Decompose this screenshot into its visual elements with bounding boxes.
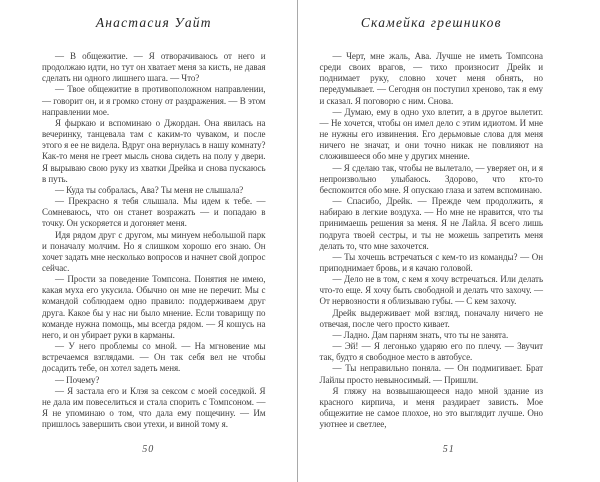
paragraph: — Ты неправильно поняла. — Он подмигивает. Брат Лайлы просто невыносимый. — Пришли. [319,363,543,385]
left-page-body-text [42,51,266,430]
paragraph: — Эй! — Я легонько ударяю его по плечу. — Звучит так, будто я свободное место в автобусе. [319,341,543,363]
paragraph: — Прекрасно я тебя слышала. Мы идем к тебе. — Сомневаюсь, что он станет возражать — и попадаю в точку. Он ускоряется и догоняет меня. [42,196,266,229]
paragraph: — Думаю, ему в одно ухо влетит, а в другое вылетит. — Не хочется, чтобы он имел дело с этим идиотом. И мне не нужны его извинения. Его дерьмовые слова для меня ничего не значат, и они точно никак не повлияют на сложившееся обо мне у других мнение. [319,106,543,162]
paragraph: — Черт, мне жаль, Ава. Лучше не иметь Томпсона среди своих врагов, — тихо произносит Дрейк и поднимает руку, словно хочет меня обнять, но передумывает. — Сегодня он поступил хреново, так я ему и сказал. Я поговорю с ним. Снова. [319,51,543,106]
running-header-author: Анастасия Уайт [95,15,212,30]
paragraph: Я гляжу на возвышающееся надо мной здание из красного кирпича, и меня раздирает зависть. Мое общежитие не самое плохое, но это выглядит лучше. Оно уютнее и светлее, [319,385,543,430]
running-header-title: Скамейка грешников [360,15,502,30]
right-page[interactable] [298,0,600,482]
left-page-number: 50 [142,444,155,455]
paragraph: — Твое общежитие в противоположном направлении, — говорит он, и я громко стону от раздражения. — В этом направлении мое. [42,84,266,117]
paragraph: — Я сделаю так, чтобы не вылетало, — уверяет он, и я непроизвольно улыбаюсь. Здорово, что кто-то беспокоится обо мне. Я опускаю глаза и затем вспоминаю. [319,162,543,195]
paragraph: — Почему? [55,374,100,385]
paragraph: — Ладно. Дам парням знать, что ты не занята. [332,329,509,340]
paragraph: — Ты хочешь встречаться с кем-то из команды? — Он приподнимает бровь, и я качаю головой. [319,251,543,273]
right-page-number: 51 [442,444,455,455]
right-page-body-text [320,51,544,430]
paragraph: — Спасибо, Дрейк. — Прежде чем продолжить, я набираю в легкие воздуха. — Но мне не нравится, что ты принимаешь решения за меня. Я не Лайла. Я всего лишь подруга твоей сестры, и ты не можешь запретить меня делать то, что мне захочется. [319,196,543,251]
paragraph: — Куда ты собралась, Ава? Ты меня не слышала? [55,184,244,195]
paragraph: — Дело не в том, с кем я хочу встречаться. Или делать что-то еще. Я хочу быть свободной и делать что захочу. — От нервозности я облизываю губы. — С кем захочу. [319,274,543,307]
paragraph: — В общежитие. — Я отворачиваюсь от него и продолжаю идти, но тут он хватает меня за кисть, не давая сделать ни одного лишнего шага. — Что? [42,51,266,84]
paragraph: Я фыркаю и вспоминаю о Джордан. Она явилась на вечеринку, танцевала там с каким-то чуваком, и после этого я ее не видела. Вдруг она вернулась в нашу комнату? Как-то меня не греет мысль снова сидеть на полу у двери. Я вырываю свою руку из хватки Дрейка и снова пускаюсь в путь. [42,117,266,184]
paragraph: — Я застала его и Клэя за сексом с моей соседкой. Я не дала им повеселиться и стала спорить с Томпсоном. — Я не упоминаю о том, что дала ему пощечину. — Им пришлось завершить свои утехи, и виной тому я. [42,385,266,430]
paragraph: Дрейк выдерживает мой взгляд, поначалу ничего не отвечая, после чего просто кивает. [319,307,543,329]
left-page[interactable] [0,0,297,482]
paragraph: — Прости за поведение Томпсона. Понятия не имею, какая муха его укусила. Обычно он мне не перечит. Мы с командой соблюдаем одно правило: поддерживаем друг друга. Какое бы у нас ни было мнение. Если товарищу по команде нужна помощь, мы всегда рядом. — Я кошусь на него, и он убирает руки в карманы. [42,274,266,340]
paragraph: Идя рядом друг с другом, мы минуем небольшой парк и поначалу молчим. Но я слишком хорошо его знаю. Он хочет задать мне несколько вопросов и начнет свой допрос сейчас. [42,229,266,273]
paragraph: — У него проблемы со мной. — На мгновение мы встречаемся взглядами. — Он так себя вел не чтобы досадить тебе, он хотел задеть меня. [42,341,266,374]
